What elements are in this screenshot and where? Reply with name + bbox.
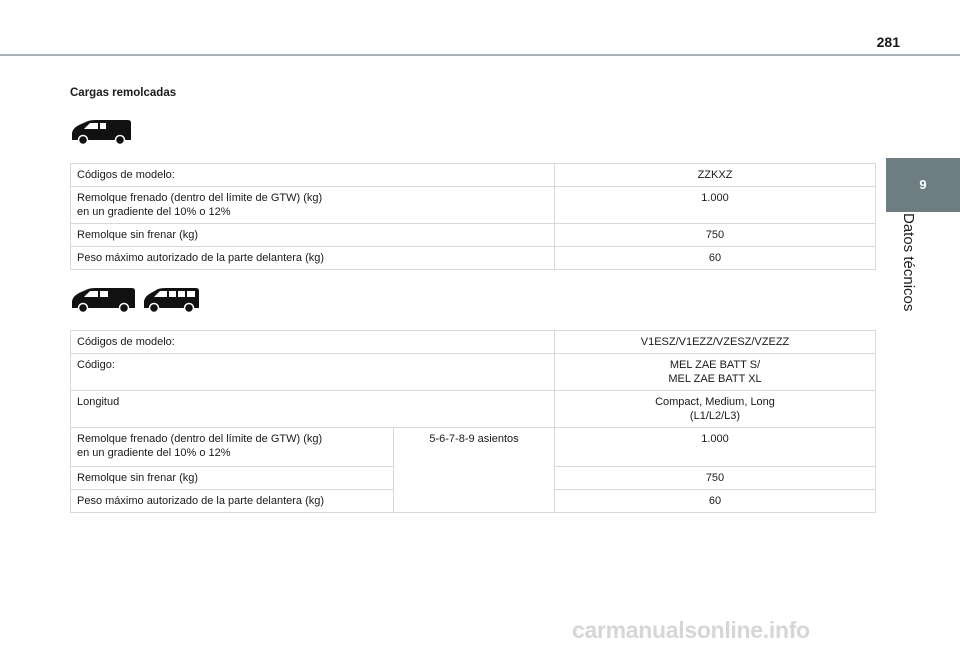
row-label xyxy=(71,428,394,467)
row-label: Código: xyxy=(71,354,555,391)
chapter-tab[interactable] xyxy=(886,158,960,212)
table-row xyxy=(71,331,876,354)
chapter-number: 9 xyxy=(919,177,927,192)
row-value: 60 xyxy=(555,490,876,513)
label-line: en un gradiente del 10% o 12% xyxy=(77,206,231,218)
row-label: Remolque sin frenar (kg) xyxy=(71,467,394,490)
row-value: 750 xyxy=(555,224,876,247)
row-value: 750 xyxy=(555,467,876,490)
row-label: Códigos de modelo: xyxy=(71,164,555,187)
row-value: 1.000 xyxy=(555,187,876,224)
row-label xyxy=(71,187,555,224)
page-number: 281 xyxy=(876,34,900,50)
row-value: 1.000 xyxy=(555,428,876,467)
table-row xyxy=(71,391,876,428)
row-value xyxy=(555,391,876,428)
row-value: ZZKXZ xyxy=(555,164,876,187)
value-line: MEL ZAE BATT XL xyxy=(668,373,762,385)
table-row xyxy=(71,164,876,187)
table-row xyxy=(71,247,876,270)
towing-table-1 xyxy=(70,163,876,270)
row-label: Remolque sin frenar (kg) xyxy=(71,224,555,247)
value-line: MEL ZAE BATT S/ xyxy=(669,359,761,371)
label-line: Remolque frenado (dentro del límite de GTW) (kg) xyxy=(77,433,323,445)
row-label: Peso máximo autorizado de la parte delantera (kg) xyxy=(71,490,394,513)
value-line: (L1/L2/L3) xyxy=(689,410,741,422)
row-value xyxy=(555,354,876,391)
section-title: Cargas remolcadas xyxy=(70,87,177,99)
table-row xyxy=(71,187,876,224)
van-long-windows-icon xyxy=(142,286,200,314)
header-rule xyxy=(0,54,960,56)
row-value: 60 xyxy=(555,247,876,270)
towing-table-2 xyxy=(70,330,876,513)
row-value: V1ESZ/V1EZZ/VZESZ/VZEZZ xyxy=(555,331,876,354)
row-label: Códigos de modelo: xyxy=(71,331,555,354)
label-line: en un gradiente del 10% o 12% xyxy=(77,447,231,459)
watermark: carmanualsonline.info xyxy=(572,617,810,643)
row-label: Peso máximo autorizado de la parte delantera (kg) xyxy=(71,247,555,270)
value-line: Compact, Medium, Long xyxy=(655,396,775,408)
table-row xyxy=(71,428,876,467)
van-single-icon xyxy=(70,118,132,146)
seats-cell: 5-6-7-8-9 asientos xyxy=(394,428,555,513)
table-row xyxy=(71,224,876,247)
label-line: Remolque frenado (dentro del límite de GTW) (kg) xyxy=(77,192,323,204)
row-label: Longitud xyxy=(71,391,555,428)
van-long-icon xyxy=(70,286,136,314)
chapter-label: Datos técnicos xyxy=(900,213,917,312)
table-row xyxy=(71,354,876,391)
